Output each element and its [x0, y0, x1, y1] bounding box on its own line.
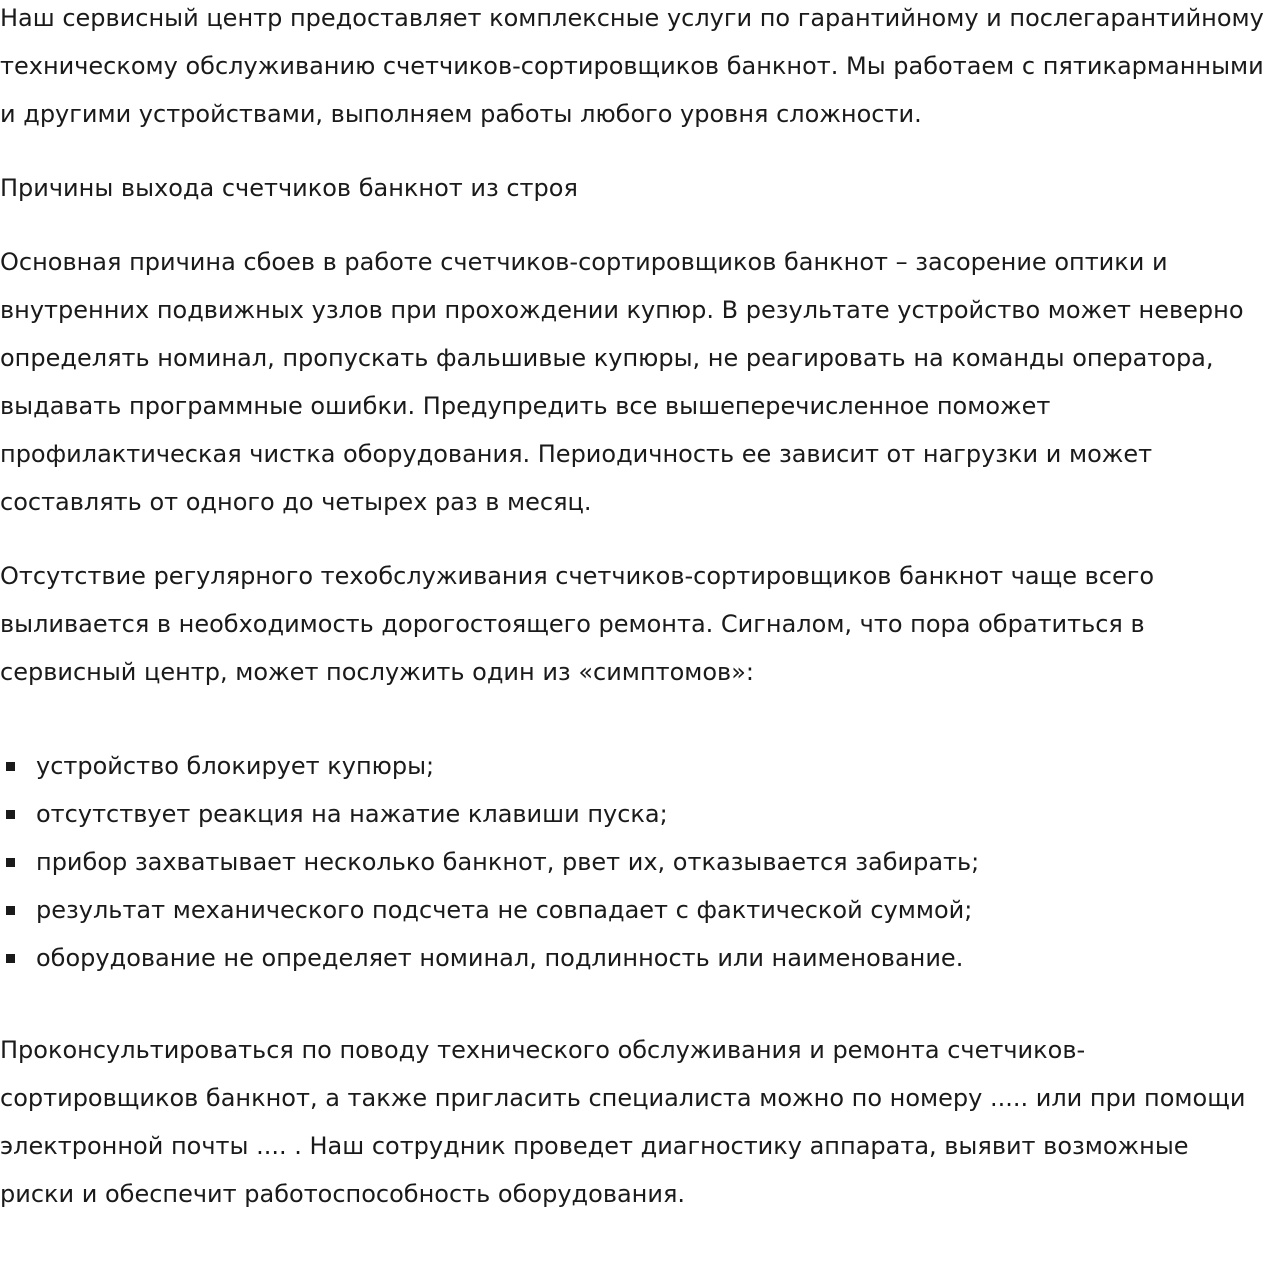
list-item: [0, 886, 1270, 934]
list-item: [0, 790, 1270, 838]
list-item: [0, 934, 1270, 982]
list-item: [0, 742, 1270, 790]
square-bullet-icon: [6, 762, 15, 771]
section-heading: Причины выхода счетчиков банкнот из строя: [0, 174, 578, 202]
symptoms-list: [0, 742, 1270, 982]
list-item-text: результат механического подсчета не совпадает с фактической суммой;: [36, 896, 973, 924]
list-item-text: устройство блокирует купюры;: [36, 752, 435, 780]
square-bullet-icon: [6, 858, 15, 867]
square-bullet-icon: [6, 906, 15, 915]
list-item-text: отсутствует реакция на нажатие клавиши пуска;: [36, 800, 668, 828]
intro-paragraph: Наш сервисный центр предоставляет комплексные услуги по гарантийному и послегарантийному техническому обслуживанию счетчиков-сортировщиков банкнот. Мы работаем с пятикарманными и другими устройствами, выполняем работы любого уровня сложности.: [0, 4, 1264, 128]
list-item-text: прибор захватывает несколько банкнот, рвет их, отказывается забирать;: [36, 848, 980, 876]
square-bullet-icon: [6, 954, 15, 963]
list-item: [0, 838, 1270, 886]
list-item-text: оборудование не определяет номинал, подлинность или наименование.: [36, 944, 964, 972]
maintenance-paragraph: Отсутствие регулярного техобслуживания счетчиков-сортировщиков банкнот чаще всего выливается в необходимость дорогостоящего ремонта. Сигналом, что пора обратиться в сервисный центр, может послужить один из «симптомов»:: [0, 562, 1155, 686]
causes-paragraph: Основная причина сбоев в работе счетчиков-сортировщиков банкнот – засорение оптики и внутренних подвижных узлов при прохождении купюр. В результате устройство может неверно определять номинал, пропускать фальшивые купюры, не реагировать на команды оператора, выдавать программные ошибки. Предупредить все вышеперечисленное поможет профилактическая чистка оборудования. Периодичность ее зависит от нагрузки и может составлять от одного до четырех раз в месяц.: [0, 248, 1244, 516]
square-bullet-icon: [6, 810, 15, 819]
contact-paragraph: Проконсультироваться по поводу технического обслуживания и ремонта счетчиков-сортировщиков банкнот, а также пригласить специалиста можно по номеру ..... или при помощи электронной почты .... . Наш сотрудник проведет диагностику аппарата, выявит возможные риски и обеспечит работоспособность оборудования.: [0, 1036, 1246, 1208]
